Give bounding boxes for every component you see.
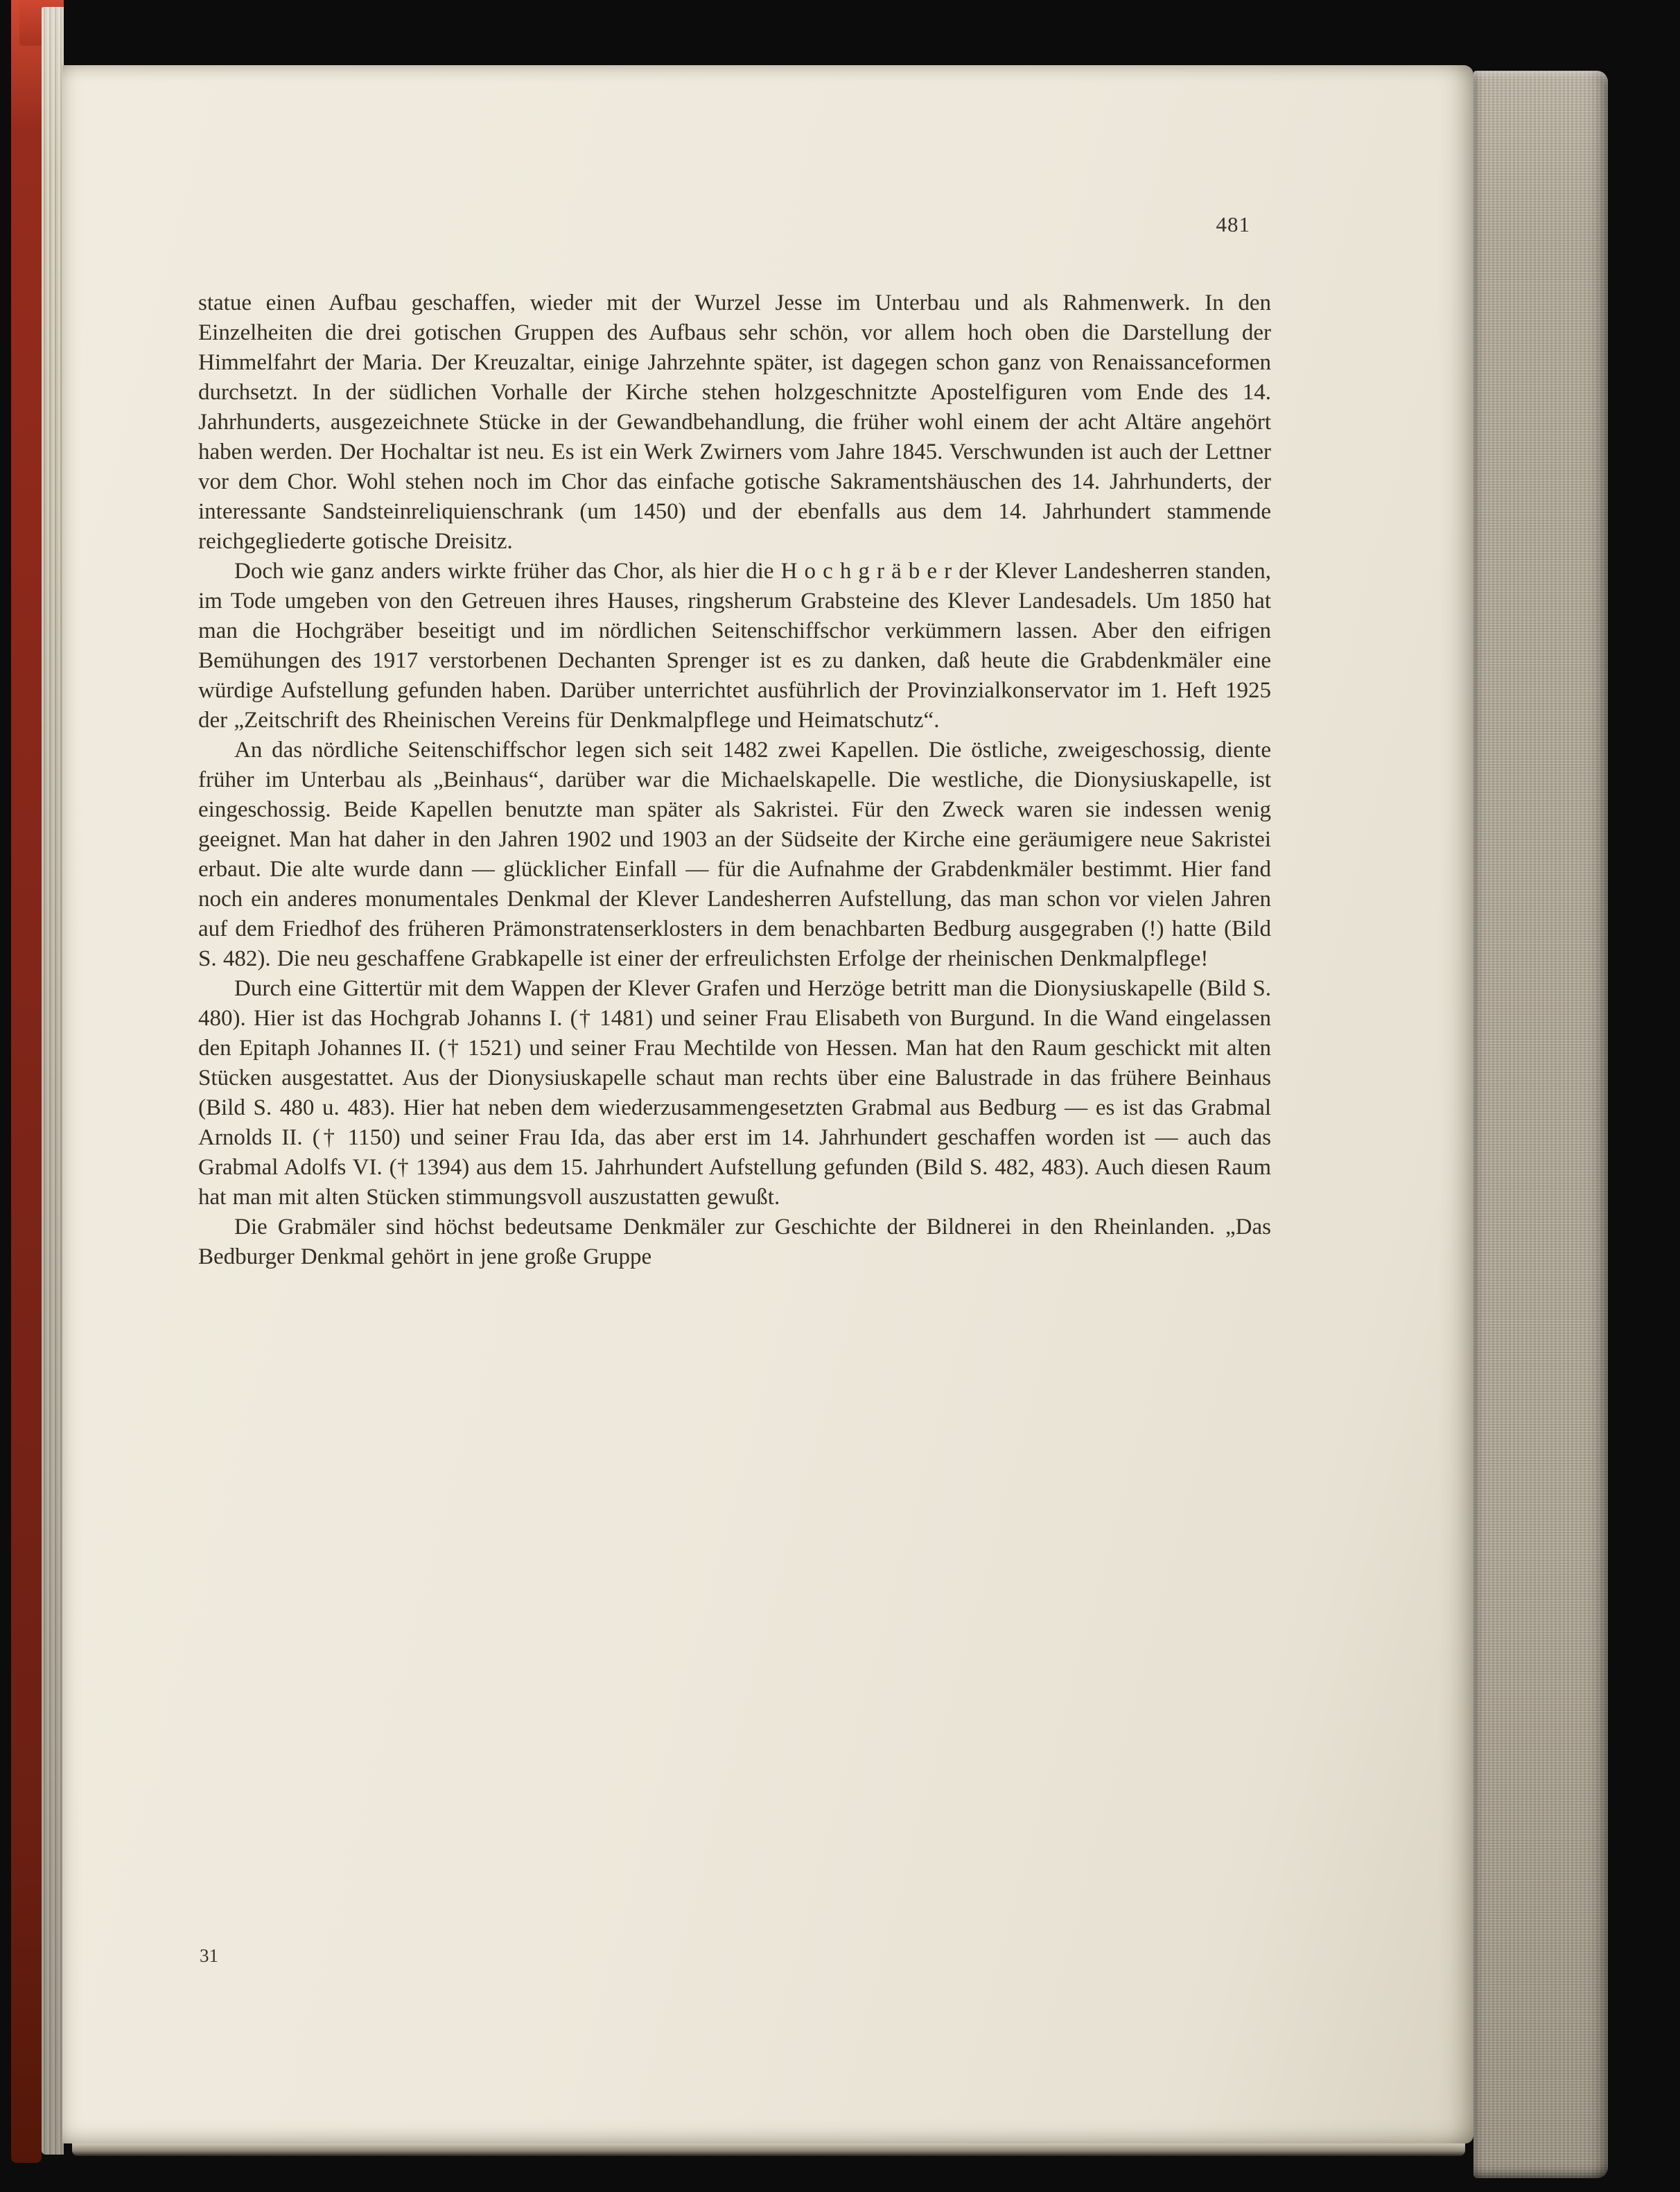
cloth-book-cover — [1473, 71, 1608, 2178]
page-edge-stack — [42, 7, 64, 2155]
paragraph: Durch eine Gittertür mit dem Wappen der Klever Grafen und Herzöge betritt man die Dionysiuskapelle (Bild S. 480). Hier ist das Hochgrab Johanns I. († 1481) und seiner Frau Elisabeth von Burgund. In die Wand eingelassen den Epitaph Johannes II. († 1521) und seiner Frau Mechtilde von Hessen. Man hat den Raum geschickt mit alten Stücken ausgestattet. Aus der Dionysiuskapelle schaut man rechts über eine Balustrade in das frühere Beinhaus (Bild S. 480 u. 483). Hier hat neben dem wiederzusammengesetzten Grabmal aus Bedburg — es ist das Grabmal Arnolds II. († 1150) und seiner Frau Ida, das aber erst im 14. Jahrhundert geschaffen worden ist — auch das Grabmal Adolfs VI. († 1394) aus dem 15. Jahrhundert Aufstellung gefunden (Bild S. 482, 483). Auch diesen Raum hat man mit alten Stücken stimmungsvoll auszustatten gewußt. — [198, 976, 1271, 1210]
signature-mark: 31 — [200, 1945, 218, 1966]
page-bottom-edge — [72, 2143, 1465, 2156]
paragraph-continuation: statue einen Aufbau geschaffen, wieder mit der Wurzel Jesse im Unterbau und als Rahmenwerk. In den Einzelheiten die drei gotischen Gruppen des Aufbaus sehr schön, vor allem hoch oben die Darstellung der Himmelfahrt der Maria. Der Kreuzaltar, einige Jahrzehnte später, ist dagegen schon ganz von Renaissanceformen durchsetzt. In der südlichen Vorhalle der Kirche stehen holzgeschnitzte Apostelfiguren vom Ende des 14. Jahrhunderts, ausgezeichnete Stücke in der Gewandbehandlung, die früher wohl einem der acht Altäre angehört haben werden. Der Hochaltar ist neu. Es ist ein Werk Zwirners vom Jahre 1845. Verschwunden ist auch der Lettner vor dem Chor. Wohl stehen noch im Chor das einfache gotische Sakramentshäuschen des 14. Jahrhunderts, der interessante Sandsteinreliquienschrank (um 1450) und der ebenfalls aus dem 14. Jahrhundert stammende reichgegliederte gotische Dreisitz. — [198, 290, 1271, 554]
paragraph: Doch wie ganz anders wirkte früher das Chor, als hier die H o c h g r ä b e r der Klever Landesherren standen, im Tode umgeben von den Getreuen ihres Hauses, ringsherum Grabsteine des Klever Landesadels. Um 1850 hat man die Hochgräber beseitigt und im nördlichen Seitenschiffschor verkümmern lassen. Aber den eifrigen Bemühungen des 1917 verstorbenen Dechanten Sprenger ist es zu danken, daß heute die Grabdenkmäler eine würdige Aufstellung gefunden haben. Darüber unterrichtet ausführlich der Provinzialkonservator im 1. Heft 1925 der „Zeitschrift des Rheinischen Vereins für Denkmalpflege und Heimatschutz“. — [198, 559, 1271, 733]
book-page — [62, 65, 1473, 2143]
paragraph: An das nördliche Seitenschiffschor legen sich seit 1482 zwei Kapellen. Die östliche, zweigeschossig, diente früher im Unterbau als „Beinhaus“, darüber war die Michaelskapelle. Die westliche, die Dionysiuskapelle, ist eingeschossig. Beide Kapellen benutzte man später als Sakristei. Für den Zweck waren sie indessen wenig geeignet. Man hat daher in den Jahren 1902 und 1903 an der Südseite der Kirche eine geräumigere neue Sakristei erbaut. Die alte wurde dann — glücklicher Einfall — für die Aufnahme der Grabdenkmäler bestimmt. Hier fand noch ein anderes monumentales Denkmal der Klever Landesherren Aufstellung, das man schon vor vielen Jahren auf dem Friedhof des früheren Prämonstratenserklosters in dem benachbarten Bedburg ausgegraben (!) hatte (Bild S. 482). Die neu geschaffene Grabkapelle ist einer der erfreulichsten Erfolge der rheinischen Denkmalpflege! — [198, 738, 1271, 971]
red-stained-page-edge — [11, 0, 42, 2163]
page-number: 481 — [1216, 212, 1250, 236]
paragraph: Die Grabmäler sind höchst bedeutsame Denkmäler zur Geschichte der Bildnerei in den Rheinlanden. „Das Bedburger Denkmal gehört in jene große Gruppe — [198, 1215, 1271, 1269]
body-text-block — [198, 288, 1271, 1272]
